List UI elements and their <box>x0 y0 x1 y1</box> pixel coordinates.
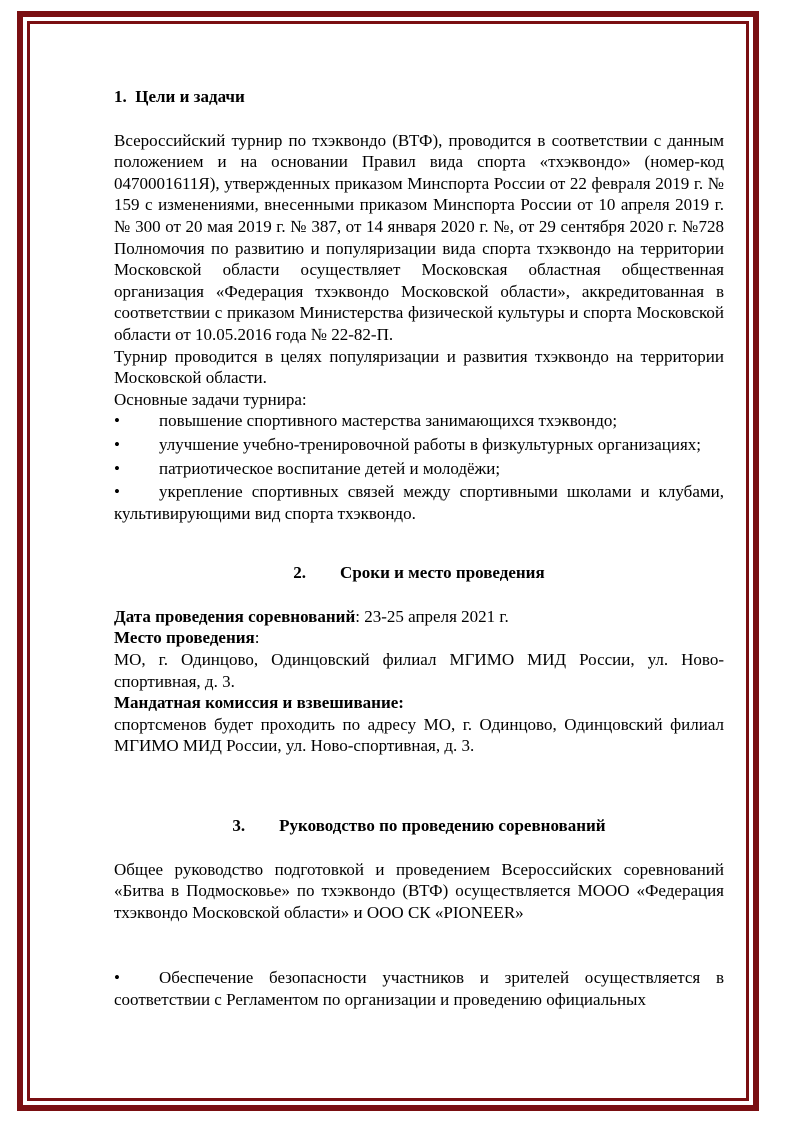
event-place-colon: : <box>254 628 260 648</box>
safety-bullet-text: Обеспечение безопасности участников и зрителей осуществляется в соответствии с Регламентом по организации и проведению официальных <box>114 968 724 1009</box>
commission-value: спортсменов будет проходить по адресу МО, г. Одинцово, Одинцовский филиал МГИМО МИД России, ул. Ново-спортивная, д. 3. <box>114 714 724 756</box>
task-item-text: укрепление спортивных связей между спортивными школами и клубами, культивирующими вид спорта тхэквондо. <box>114 482 724 523</box>
safety-bullet <box>114 967 724 1010</box>
section-1-paragraph-2: Турнир проводится в целях популяризации и развития тхэквондо на территории Московской области. <box>114 346 724 388</box>
event-date-value: : 23-25 апреля 2021 г. <box>355 606 509 626</box>
task-item-text: повышение спортивного мастерства занимающихся тхэквондо; <box>159 411 618 431</box>
section-3-paragraph-1: Общее руководство подготовкой и проведением Всероссийских соревнований «Битва в Подмосковье» по тхэквондо (ВТФ) осуществляется МООО «Федерация тхэквондо Московской области» и ООО СК «PIONEER» <box>114 859 724 922</box>
event-place-value: МО, г. Одинцово, Одинцовский филиал МГИМО МИД России, ул. Ново-спортивная, д. 3. <box>114 650 724 691</box>
section-3-number: 3. <box>232 816 246 836</box>
task-item <box>114 458 724 480</box>
task-item <box>114 410 724 432</box>
section-2-title: Сроки и место проведения <box>340 563 545 583</box>
tasks-intro: Основные задачи турнира: <box>114 389 307 409</box>
event-date <box>114 606 724 628</box>
section-1-title: Цели и задачи <box>135 87 245 106</box>
section-1-number: 1. <box>114 87 127 106</box>
section-3-heading <box>114 815 724 837</box>
section-2-heading <box>114 562 724 584</box>
bullet-icon: • <box>114 482 120 502</box>
task-item-text: улучшение учебно-тренировочной работы в физкультурных организациях; <box>159 434 701 454</box>
event-place <box>114 627 724 649</box>
section-3-title: Руководство по проведению соревнований <box>279 816 606 836</box>
bullet-icon: • <box>114 968 120 988</box>
event-date-label: Дата проведения соревнований <box>114 606 356 626</box>
commission-label: Мандатная комиссия и взвешивание: <box>114 693 404 713</box>
bullet-icon: • <box>114 458 120 478</box>
event-place-label: Место проведения <box>114 628 255 648</box>
document-body <box>114 86 724 1011</box>
section-1-paragraph-1: Всероссийский турнир по тхэквондо (ВТФ), проводится в соответствии с данным положением и на основании Правил вида спорта «тхэквондо» (номер-код 0470001611Я), утвержденных приказом Минспорта России от 22 февраля 2019 г. № 159 с изменениями, внесенными приказом Минспорта России от 10 апреля 2019 г. № 300 от 20 мая 2019 г. № 387, от 14 января 2020 г. №, от 29 сентября 2020 г. №728 Полномочия по развитию и популяризации вида спорта тхэквондо на территории Московской области осуществляет Московская областная общественная организация «Федерация тхэквондо Московской области», аккредитованная в соответствии с приказом Министерства физической культуры и спорта Московской области от 10.05.2016 года № 22-82-П. <box>114 130 724 344</box>
bullet-icon: • <box>114 411 120 431</box>
task-item <box>114 481 724 524</box>
bullet-icon: • <box>114 434 120 454</box>
section-2-number: 2. <box>293 563 307 583</box>
task-item <box>114 434 724 456</box>
task-item-text: патриотическое воспитание детей и молодёжи; <box>159 458 501 478</box>
section-1-heading <box>114 86 724 108</box>
